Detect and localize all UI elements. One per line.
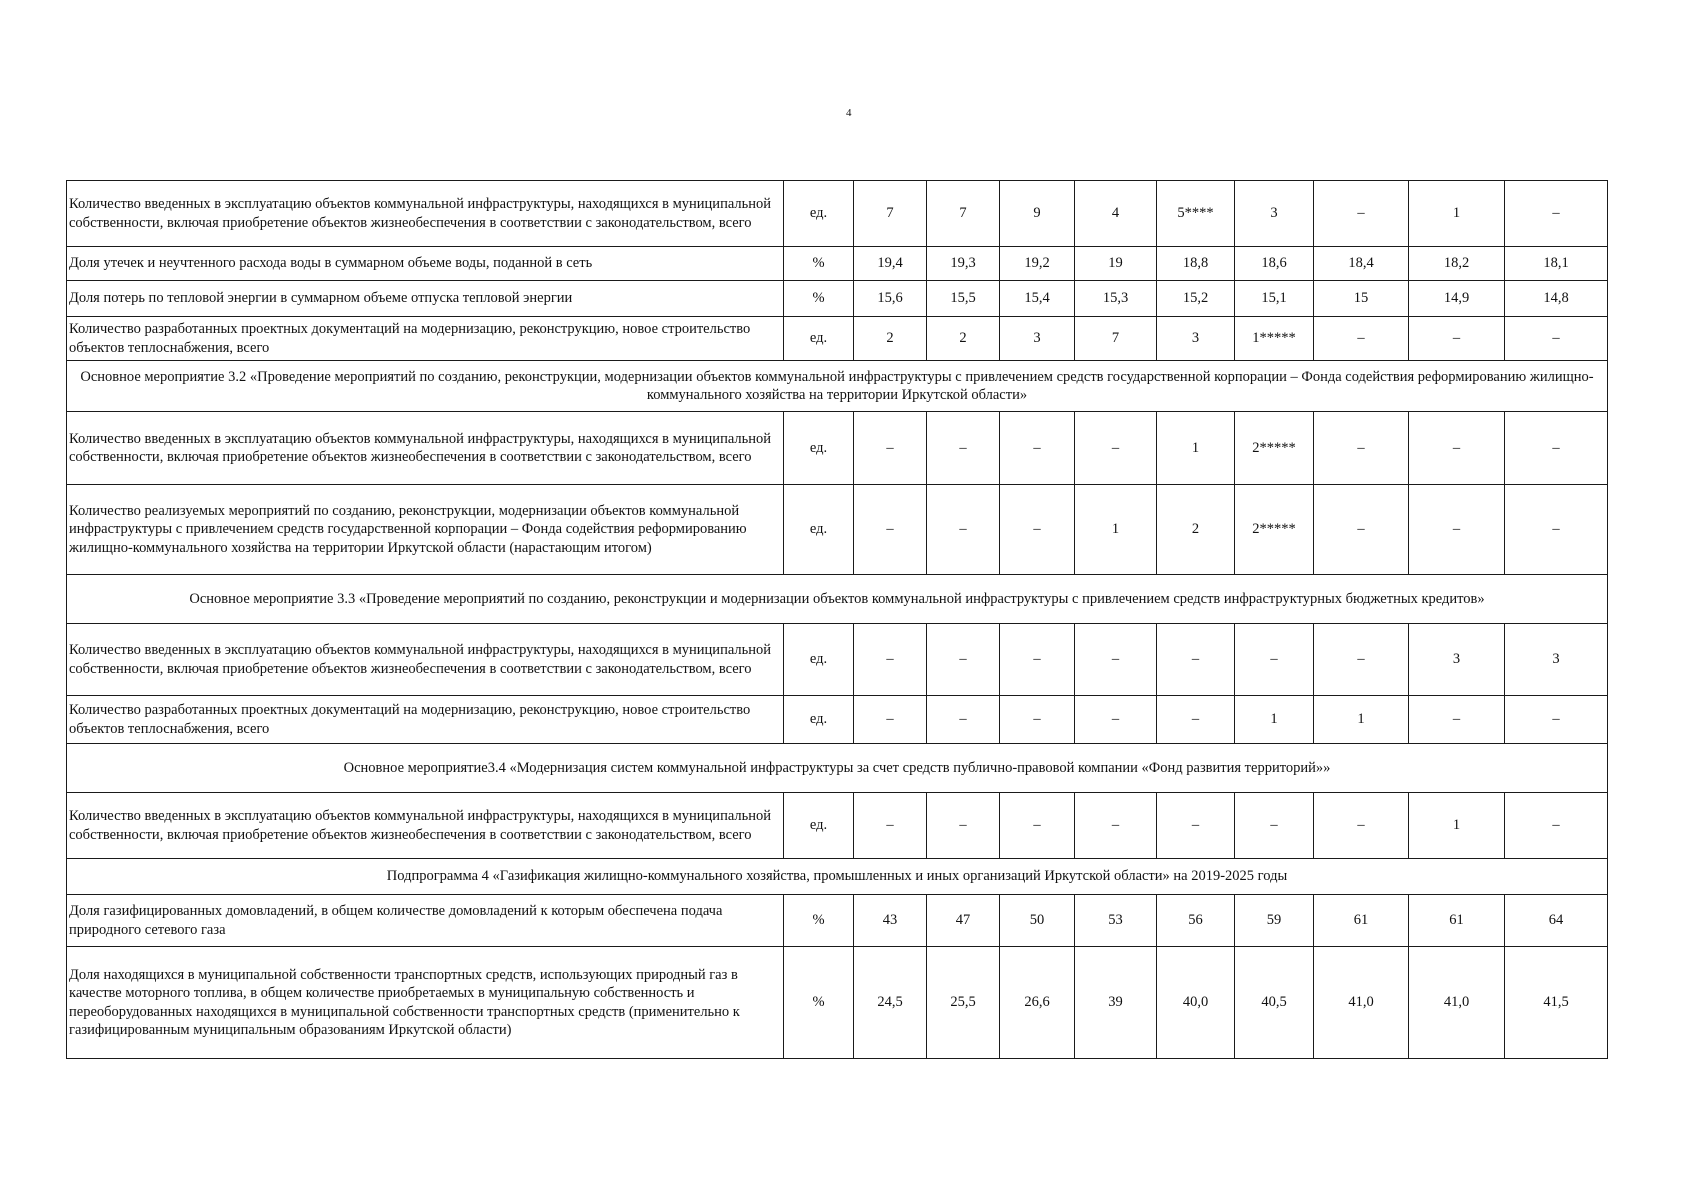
indicator-value: 47 [927,895,1000,947]
indicator-value: – [1505,485,1608,575]
indicator-unit: ед. [784,485,854,575]
indicator-value: – [1075,412,1157,485]
indicator-value: 61 [1409,895,1505,947]
indicator-value: 39 [1075,947,1157,1059]
indicator-value: 4 [1075,181,1157,247]
indicator-unit: % [784,281,854,317]
section-title: Основное мероприятие 3.2 «Проведение мероприятий по созданию, реконструкции, модернизации объектов коммунальной инфраструктуры с привлечением средств государственной корпорации – Фонда содействия реформированию жилищно-коммунального хозяйства на территории Иркутской области» [67,361,1608,412]
indicator-value: – [1075,624,1157,696]
indicator-value: – [1075,696,1157,744]
section-header-row [67,744,1608,793]
indicator-value: – [1000,624,1075,696]
indicator-value: 3 [1000,317,1075,361]
indicator-unit: % [784,895,854,947]
indicator-value: 41,5 [1505,947,1608,1059]
indicator-value: 43 [854,895,927,947]
indicator-value: 5**** [1157,181,1235,247]
indicator-value: 14,9 [1409,281,1505,317]
indicator-value: – [927,696,1000,744]
indicator-value: 41,0 [1314,947,1409,1059]
indicator-value: – [1505,181,1608,247]
indicator-value: 56 [1157,895,1235,947]
indicator-row [67,895,1608,947]
indicator-value: 2 [1157,485,1235,575]
indicator-value: 18,4 [1314,247,1409,281]
indicator-value: 15,6 [854,281,927,317]
indicator-value: 1 [1409,181,1505,247]
indicator-value: – [1000,485,1075,575]
indicator-value: 19,4 [854,247,927,281]
indicator-value: – [927,624,1000,696]
indicator-value: 9 [1000,181,1075,247]
table-body [67,181,1608,1059]
indicator-value: 1 [1075,485,1157,575]
section-header-row [67,575,1608,624]
page-number: 4 [846,107,852,119]
indicator-value: 18,8 [1157,247,1235,281]
indicator-value: 3 [1157,317,1235,361]
indicator-row [67,624,1608,696]
indicator-value: – [1314,317,1409,361]
indicator-value: 1***** [1235,317,1314,361]
indicator-value: – [1000,412,1075,485]
indicator-value: 2 [927,317,1000,361]
indicator-value: – [1505,412,1608,485]
indicator-name: Количество разработанных проектных документаций на модернизацию, реконструкцию, новое строительство объектов теплоснабжения, всего [67,696,784,744]
section-header-row [67,361,1608,412]
indicator-unit: ед. [784,181,854,247]
indicator-name: Количество введенных в эксплуатацию объектов коммунальной инфраструктуры, находящихся в муниципальной собственности, включая приобретение объектов жизнеобеспечения в соответствии с законодательством, всего [67,181,784,247]
section-title: Подпрограмма 4 «Газификация жилищно-коммунального хозяйства, промышленных и иных организаций Иркутской области» на 2019-2025 годы [67,859,1608,895]
indicators-table [66,180,1608,1059]
indicator-value: 14,8 [1505,281,1608,317]
indicator-value: 18,2 [1409,247,1505,281]
indicator-value: – [1314,624,1409,696]
indicator-name: Количество введенных в эксплуатацию объектов коммунальной инфраструктуры, находящихся в муниципальной собственности, включая приобретение объектов жизнеобеспечения в соответствии с законодательством, всего [67,412,784,485]
indicator-value: 3 [1505,624,1608,696]
indicator-value: 59 [1235,895,1314,947]
indicator-value: 7 [927,181,1000,247]
indicator-value: – [854,793,927,859]
indicator-value: 15,3 [1075,281,1157,317]
indicator-value: 1 [1314,696,1409,744]
section-header-row [67,859,1608,895]
indicator-unit: % [784,947,854,1059]
indicator-name: Доля находящихся в муниципальной собственности транспортных средств, использующих природный газ в качестве моторного топлива, в общем количестве приобретаемых в муниципальную собственность и переоборудованных находящихся в муниципальной собственности транспортных средств (применительно к газифицированным муниципальным образованиям Иркутской области) [67,947,784,1059]
indicator-value: 15,1 [1235,281,1314,317]
indicator-value: 15,5 [927,281,1000,317]
indicator-value: 61 [1314,895,1409,947]
indicator-value: – [927,485,1000,575]
indicator-value: 15,4 [1000,281,1075,317]
indicator-unit: ед. [784,624,854,696]
indicator-value: 19 [1075,247,1157,281]
indicator-value: 53 [1075,895,1157,947]
indicator-value: – [854,485,927,575]
indicator-value: – [1157,696,1235,744]
section-title: Основное мероприятие3.4 «Модернизация систем коммунальной инфраструктуры за счет средств публично-правовой компании «Фонд развития территорий»» [67,744,1608,793]
indicator-value: 18,6 [1235,247,1314,281]
indicator-value: – [854,624,927,696]
indicator-name: Доля газифицированных домовладений, в общем количестве домовладений к которым обеспечена подача природного сетевого газа [67,895,784,947]
indicator-row [67,947,1608,1059]
indicator-value: – [1157,624,1235,696]
indicator-value: – [1314,412,1409,485]
indicator-value: 3 [1235,181,1314,247]
indicator-value: 15 [1314,281,1409,317]
indicator-row [67,793,1608,859]
indicator-value: – [1075,793,1157,859]
indicator-unit: ед. [784,696,854,744]
indicator-value: – [1505,696,1608,744]
indicator-row [67,317,1608,361]
indicator-value: – [1409,412,1505,485]
section-title: Основное мероприятие 3.3 «Проведение мероприятий по созданию, реконструкции и модернизации объектов коммунальной инфраструктуры с привлечением средств инфраструктурных бюджетных кредитов» [67,575,1608,624]
indicator-value: – [927,412,1000,485]
indicator-value: 3 [1409,624,1505,696]
indicator-value: – [1314,181,1409,247]
indicator-value: 19,2 [1000,247,1075,281]
indicator-unit: ед. [784,793,854,859]
indicator-row [67,412,1608,485]
indicator-unit: % [784,247,854,281]
indicator-value: – [1409,696,1505,744]
indicator-value: – [1314,485,1409,575]
indicator-value: 64 [1505,895,1608,947]
indicator-value: 1 [1157,412,1235,485]
indicator-name: Количество введенных в эксплуатацию объектов коммунальной инфраструктуры, находящихся в муниципальной собственности, включая приобретение объектов жизнеобеспечения в соответствии с законодательством, всего [67,624,784,696]
indicator-value: – [854,696,927,744]
indicator-value: – [1235,793,1314,859]
indicator-value: – [1235,624,1314,696]
indicator-value: – [1157,793,1235,859]
indicator-value: 7 [854,181,927,247]
indicator-value: – [1409,317,1505,361]
indicator-value: – [1000,696,1075,744]
indicator-value: 15,2 [1157,281,1235,317]
indicator-row [67,247,1608,281]
indicator-value: – [927,793,1000,859]
indicator-value: – [1314,793,1409,859]
indicator-unit: ед. [784,412,854,485]
indicator-row [67,696,1608,744]
indicator-value: – [854,412,927,485]
indicator-value: 26,6 [1000,947,1075,1059]
indicator-unit: ед. [784,317,854,361]
indicator-value: 18,1 [1505,247,1608,281]
indicator-value: 2***** [1235,485,1314,575]
indicator-row [67,181,1608,247]
indicator-value: 7 [1075,317,1157,361]
indicator-name: Количество разработанных проектных документаций на модернизацию, реконструкцию, новое строительство объектов теплоснабжения, всего [67,317,784,361]
indicator-value: 2 [854,317,927,361]
indicator-name: Доля потерь по тепловой энергии в суммарном объеме отпуска тепловой энергии [67,281,784,317]
indicator-name: Количество реализуемых мероприятий по созданию, реконструкции, модернизации объектов коммунальной инфраструктуры с привлечением средств государственной корпорации – Фонда содействия реформированию жилищно-коммунального хозяйства на территории Иркутской области (нарастающим итогом) [67,485,784,575]
indicator-value: 40,0 [1157,947,1235,1059]
indicator-value: – [1505,793,1608,859]
indicator-value: 1 [1235,696,1314,744]
indicator-value: – [1409,485,1505,575]
indicator-value: 41,0 [1409,947,1505,1059]
indicator-value: 50 [1000,895,1075,947]
indicator-value: 2***** [1235,412,1314,485]
indicator-value: – [1505,317,1608,361]
indicator-value: – [1000,793,1075,859]
indicator-name: Доля утечек и неучтенного расхода воды в суммарном объеме воды, поданной в сеть [67,247,784,281]
indicator-name: Количество введенных в эксплуатацию объектов коммунальной инфраструктуры, находящихся в муниципальной собственности, включая приобретение объектов жизнеобеспечения в соответствии с законодательством, всего [67,793,784,859]
indicator-row [67,281,1608,317]
indicator-value: 40,5 [1235,947,1314,1059]
indicator-value: 24,5 [854,947,927,1059]
indicator-value: 25,5 [927,947,1000,1059]
indicator-value: 19,3 [927,247,1000,281]
indicator-value: 1 [1409,793,1505,859]
indicator-row [67,485,1608,575]
